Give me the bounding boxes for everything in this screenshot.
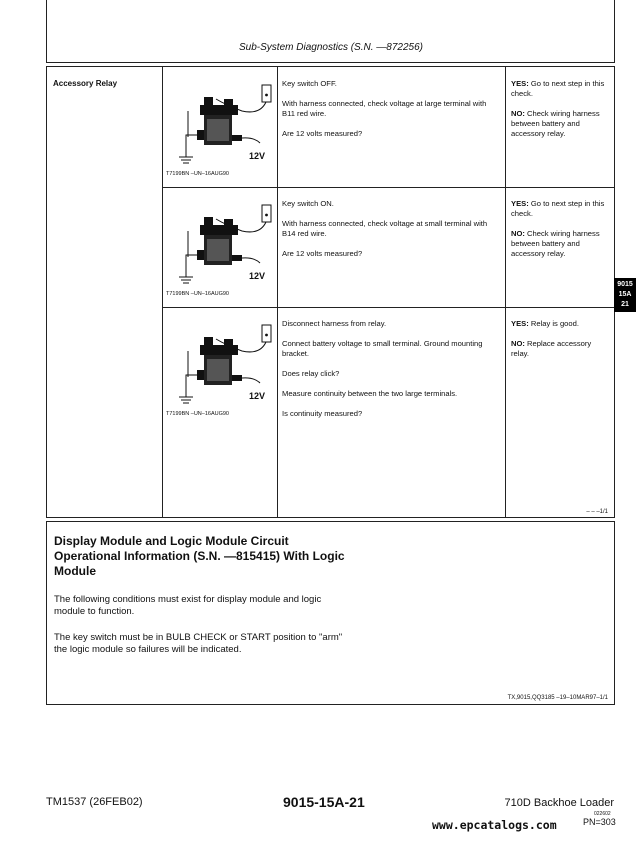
figure-label: T7199BN –UN–16AUG90 <box>166 291 229 297</box>
footer-pn: PN=303 <box>583 817 616 827</box>
section-code: TX,9015,QQ3185 –19–10MAR97–1/1 <box>507 695 608 701</box>
page-header-title: Sub-System Diagnostics (S.N. —872256) <box>239 42 423 53</box>
frame-top-rule <box>46 62 615 63</box>
figure-label: T7199BN –UN–16AUG90 <box>166 171 229 177</box>
result-actions <box>511 79 611 149</box>
frame-left-top <box>46 0 47 62</box>
tab-line: 9015 <box>617 281 633 288</box>
voltage-label: 12V <box>249 271 266 281</box>
no-text: Replace accessory relay. <box>511 339 592 358</box>
section-paragraph: The key switch must be in BULB CHECK or START position to "arm" the logic module so failures will be indicated. <box>54 632 343 655</box>
column-divider <box>162 67 163 517</box>
result-actions <box>511 319 611 369</box>
step-text: Is continuity measured? <box>282 409 363 418</box>
page-mark: – – –1/1 <box>586 509 608 515</box>
step-text: Does relay click? <box>282 369 340 378</box>
section-heading: Display Module and Logic Module Circuit Operational Information (S.N. —815415) With Logic Module <box>54 534 345 578</box>
yes-text: Go to next step in this check. <box>511 79 605 98</box>
voltage-label: 12V <box>249 151 266 161</box>
frame-right-top <box>614 0 615 62</box>
column-divider <box>505 67 506 517</box>
relay-figure <box>164 315 274 420</box>
result-actions <box>511 199 611 269</box>
footer-watermark: www.epcatalogs.com <box>432 818 557 832</box>
voltage-label: 12V <box>249 391 266 401</box>
no-text: Check wiring harness between battery and accessory relay. <box>511 109 600 138</box>
no-label: NO: <box>511 109 525 118</box>
yes-text: Relay is good. <box>528 319 579 328</box>
yes-label: YES: <box>511 79 529 88</box>
step-text: Key switch OFF. <box>282 79 337 88</box>
component-name: Accessory Relay <box>53 79 118 88</box>
step-text: Are 12 volts measured? <box>282 249 363 258</box>
test-steps <box>282 319 500 429</box>
section-tab <box>614 278 636 312</box>
step-text: With harness connected, check voltage at small terminal with B14 red wire. <box>282 219 488 238</box>
relay-figure <box>164 195 274 300</box>
footer-page-number: 9015-15A-21 <box>283 794 365 810</box>
tab-line: 15A <box>618 291 632 298</box>
step-text: Connect battery voltage to small terminal. Ground mounting bracket. <box>282 339 483 358</box>
footer-small-code: 022602 <box>594 811 611 817</box>
section-paragraph: The following conditions must exist for display module and logic module to function. <box>54 594 322 617</box>
step-text: Key switch ON. <box>282 199 334 208</box>
test-steps <box>282 199 500 269</box>
tab-line: 21 <box>621 301 629 308</box>
relay-figure <box>164 75 274 180</box>
step-text: Are 12 volts measured? <box>282 129 363 138</box>
figure-label: T7199BN –UN–16AUG90 <box>166 411 229 417</box>
footer-model: 710D Backhoe Loader <box>504 797 614 809</box>
yes-label: YES: <box>511 319 529 328</box>
column-divider <box>277 67 278 517</box>
footer-manual: TM1537 (26FEB02) <box>46 796 143 808</box>
no-label: NO: <box>511 339 525 348</box>
no-label: NO: <box>511 229 525 238</box>
row-divider <box>162 307 615 308</box>
row-divider <box>162 187 615 188</box>
no-text: Check wiring harness between battery and accessory relay. <box>511 229 600 258</box>
step-text: Disconnect harness from relay. <box>282 319 387 328</box>
step-text: Measure continuity between the two large terminals. <box>282 389 458 398</box>
yes-label: YES: <box>511 199 529 208</box>
yes-text: Go to next step in this check. <box>511 199 605 218</box>
test-steps <box>282 79 500 149</box>
step-text: With harness connected, check voltage at large terminal with B11 red wire. <box>282 99 487 118</box>
info-section <box>46 521 615 705</box>
diagnostic-table <box>46 66 615 518</box>
